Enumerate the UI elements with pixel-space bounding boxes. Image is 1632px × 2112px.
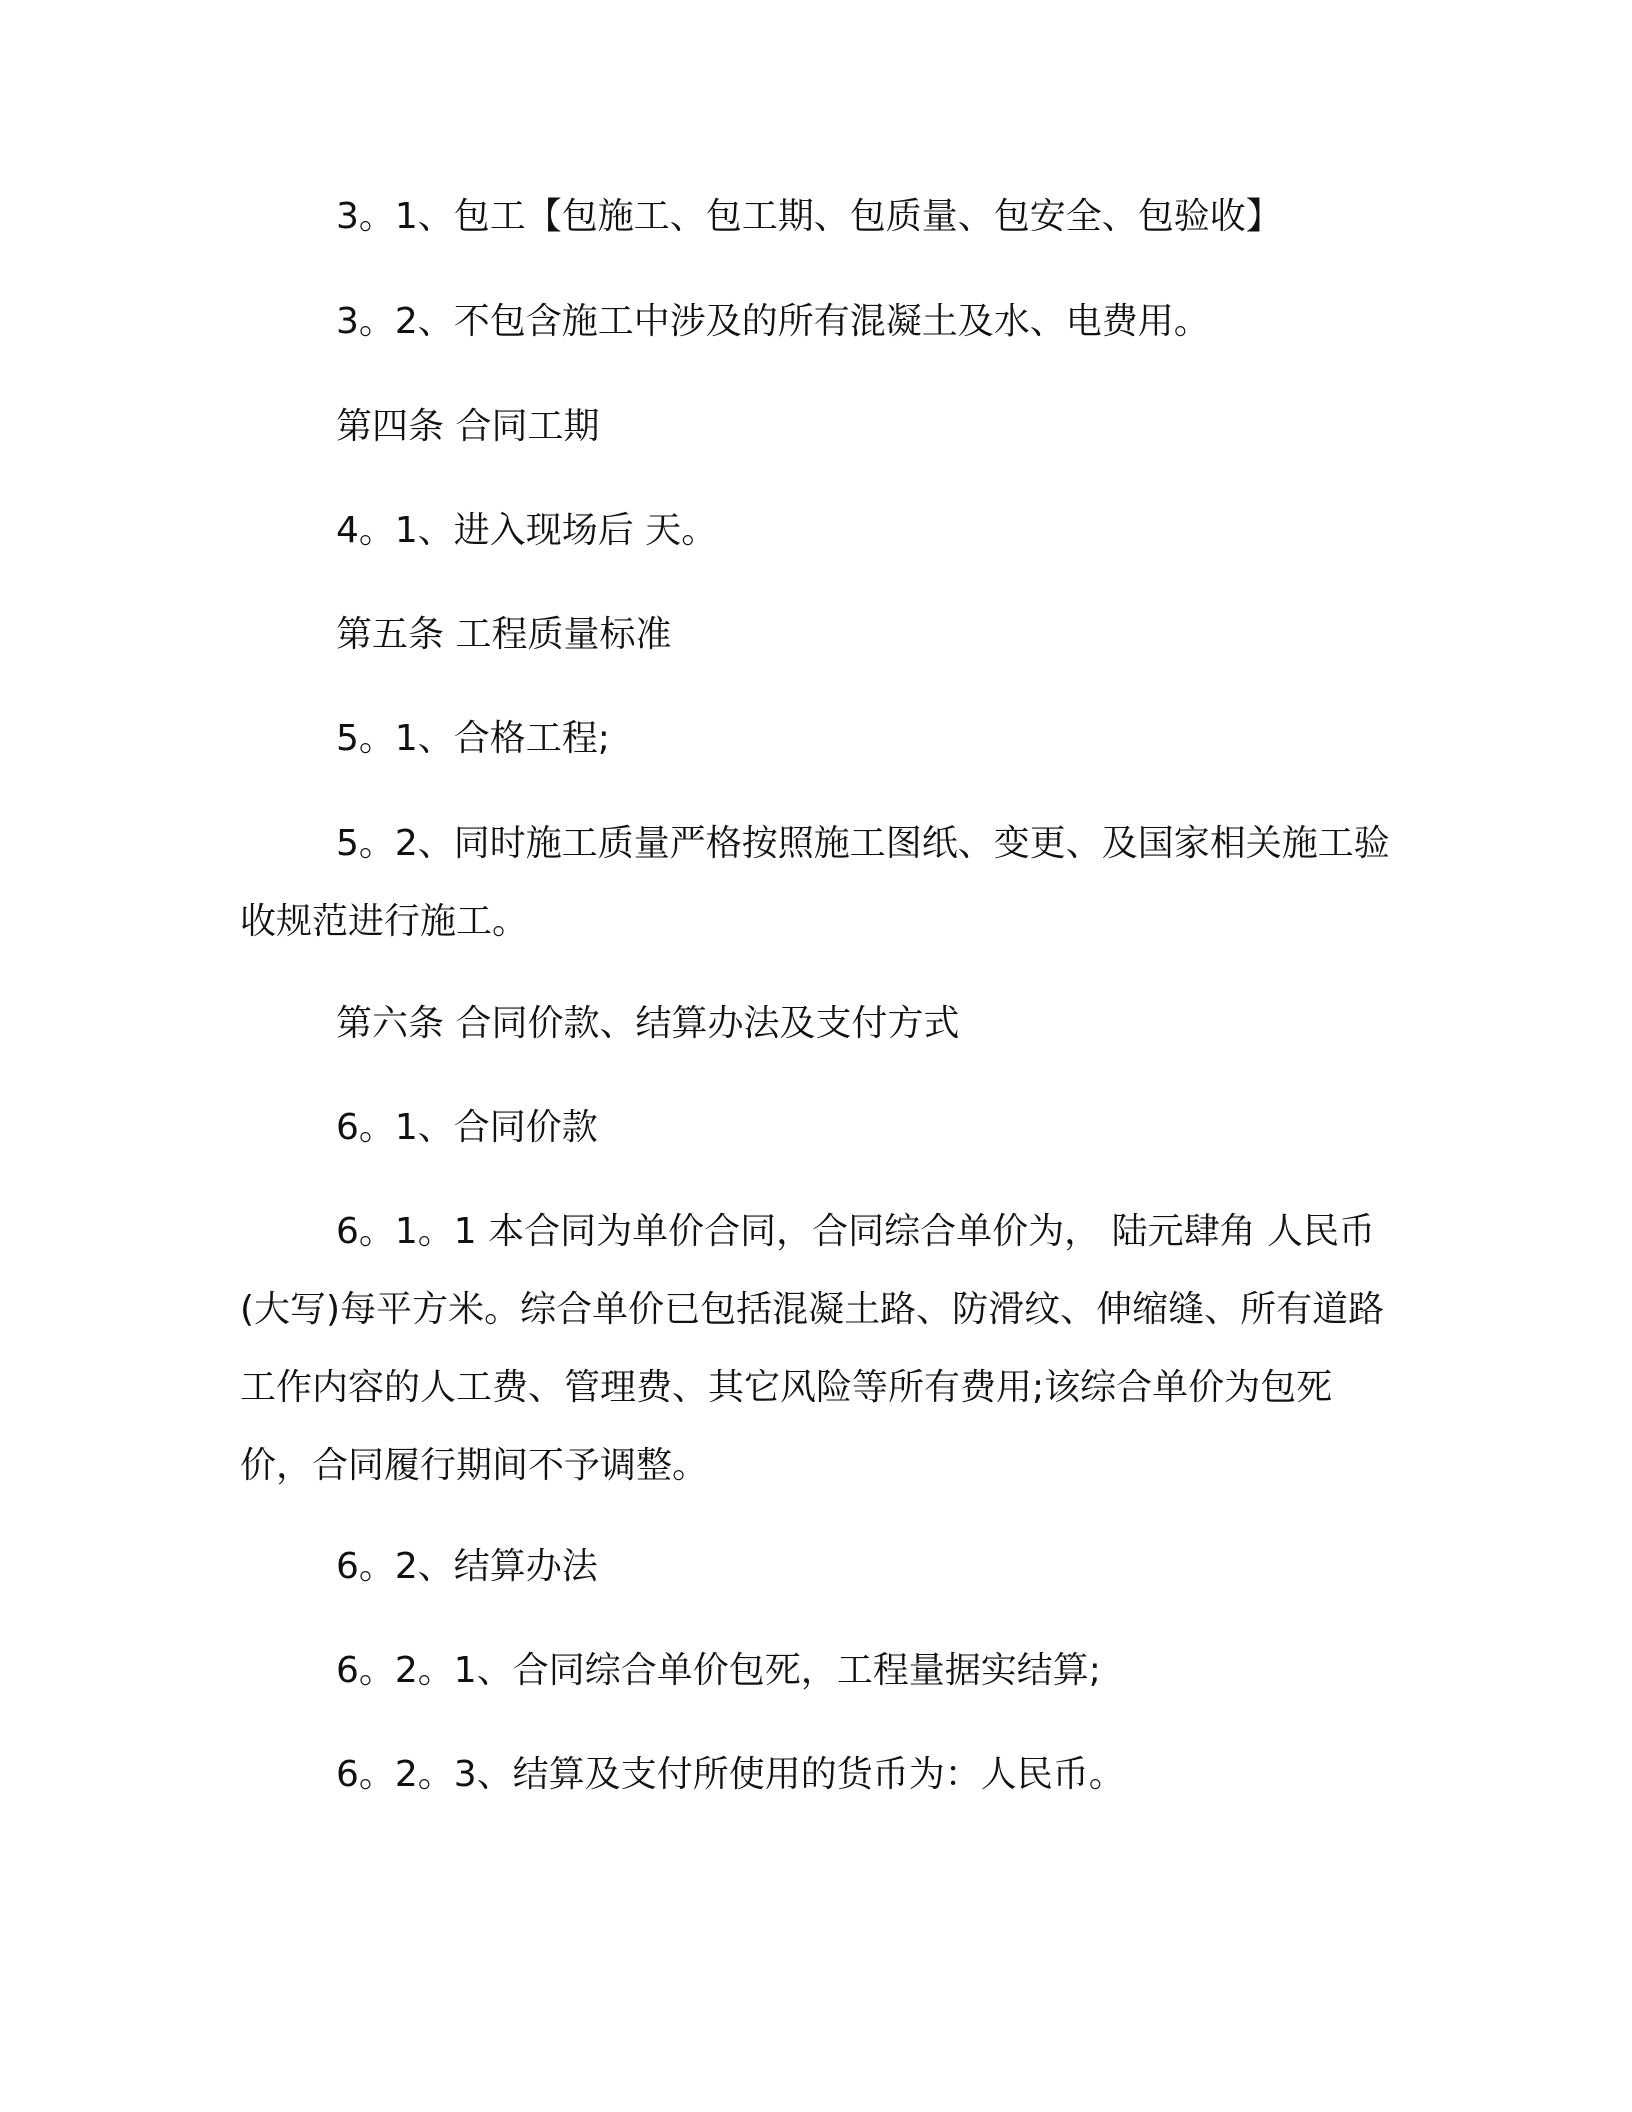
heading-article-4: 第四条 合同工期 [336, 406, 600, 447]
paragraph-6-2-3: 6。2。3、结算及支付所使用的货币为：人民币。 [336, 1754, 1125, 1795]
heading-article-5: 第五条 工程质量标准 [336, 614, 672, 655]
paragraph-6-1-1: 6。1。1 本合同为单价合同，合同综合单价为， 陆元肆角 人民币(大写)每平方米。综合单价已包括混凝土路、防滑纹、伸缩缝、所有道路工作内容的人工费、管理费、其它风险等所有费用;该综合单价为包死价，合同履行期间不予调整。 [240, 1211, 1385, 1486]
paragraph-6-1: 6。1、合同价款 [336, 1107, 598, 1148]
paragraph-4-1: 4。1、进入现场后 天。 [336, 510, 718, 551]
paragraph-3-1: 3。1、包工【包施工、包工期、包质量、包安全、包验收】 [336, 196, 1282, 237]
paragraph-5-1: 5。1、合格工程; [336, 718, 610, 759]
paragraph-6-2: 6。2、结算办法 [336, 1546, 598, 1587]
heading-article-6: 第六条 合同价款、结算办法及支付方式 [336, 1003, 960, 1044]
paragraph-5-2: 5。2、同时施工质量严格按照施工图纸、变更、及国家相关施工验收规范进行施工。 [240, 823, 1390, 942]
paragraph-6-2-1: 6。2。1、合同综合单价包死，工程量据实结算; [336, 1650, 1101, 1691]
paragraph-3-2: 3。2、不包含施工中涉及的所有混凝土及水、电费用。 [336, 301, 1210, 342]
